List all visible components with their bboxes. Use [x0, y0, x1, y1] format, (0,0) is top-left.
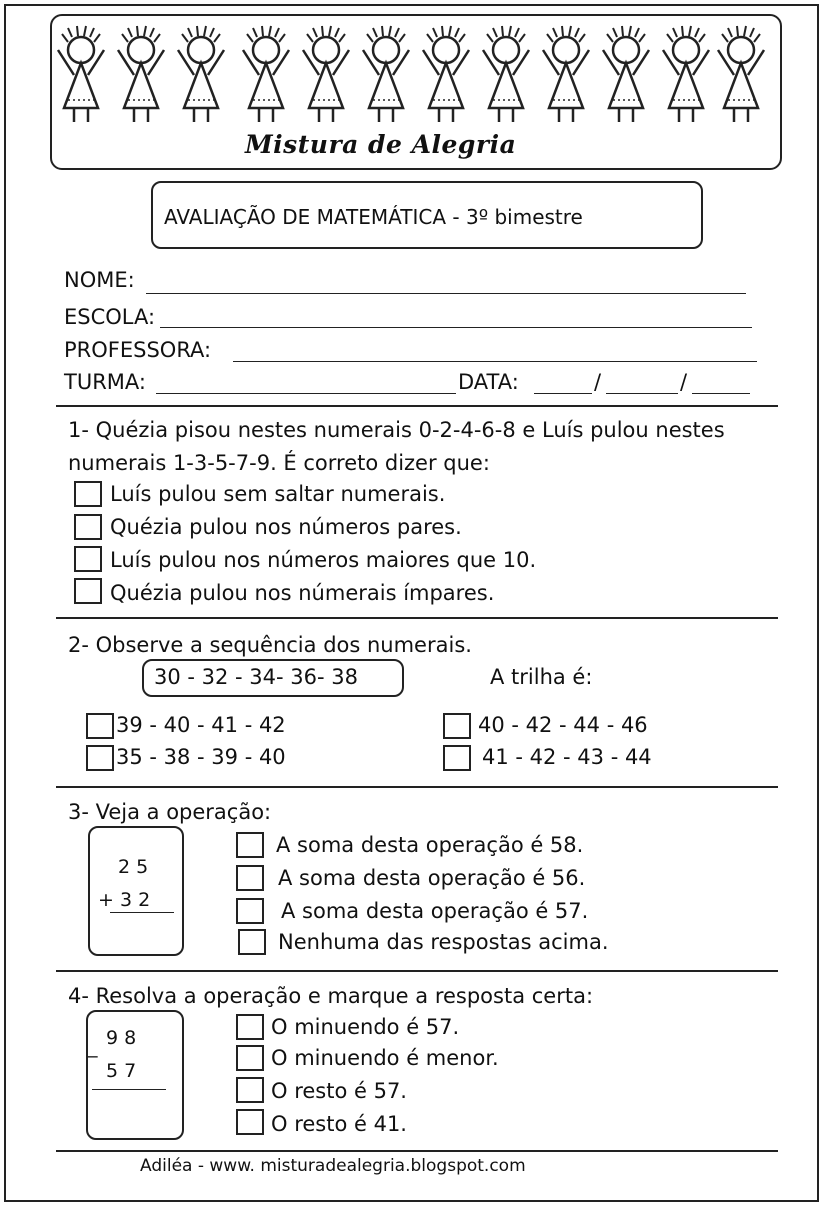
q1-option-3: Luís pulou nos números maiores que 10.	[110, 548, 537, 572]
field-nome-label: NOME:	[64, 268, 135, 292]
q2-option-4-checkbox[interactable]	[443, 745, 471, 771]
exam-title: AVALIAÇÃO DE MATEMÁTICA - 3º bimestre	[164, 205, 583, 229]
date-slash-1: /	[594, 370, 602, 394]
q3-prompt: 3- Veja a operação:	[68, 800, 272, 824]
q3-option-4-checkbox[interactable]	[238, 929, 266, 955]
q4-option-4-checkbox[interactable]	[236, 1109, 264, 1135]
field-turma-line[interactable]	[156, 393, 456, 394]
footer-credit: Adiléa - www. misturadealegria.blogspot.com	[140, 1156, 526, 1176]
q2-option-3-checkbox[interactable]	[86, 745, 114, 771]
q4-option-3: O resto é 57.	[271, 1079, 407, 1103]
divider	[56, 1150, 778, 1152]
q2-option-2: 40 - 42 - 44 - 46	[478, 713, 648, 737]
q4-result-line	[92, 1089, 166, 1090]
q4-option-2-checkbox[interactable]	[236, 1045, 264, 1071]
divider	[56, 405, 778, 407]
q1-option-3-checkbox[interactable]	[74, 546, 102, 572]
q4-minus-sign: _	[88, 1036, 98, 1058]
q2-prompt: 2- Observe a sequência dos numerais.	[68, 633, 472, 657]
q4-option-1: O minuendo é 57.	[271, 1015, 460, 1039]
q4-bottom-number: 5 7	[106, 1060, 137, 1082]
q3-bottom-number: + 3 2	[98, 889, 151, 911]
q3-sum-line	[110, 912, 174, 913]
field-turma-label: TURMA:	[64, 370, 146, 394]
q4-prompt: 4- Resolva a operação e marque a resposta certa:	[68, 984, 594, 1008]
q4-option-3-checkbox[interactable]	[236, 1077, 264, 1103]
q1-option-2-checkbox[interactable]	[74, 514, 102, 540]
q2-trail-label: A trilha é:	[490, 665, 593, 689]
q3-option-1: A soma desta operação é 58.	[276, 833, 584, 857]
q2-sequence: 30 - 32 - 34- 36- 38	[154, 665, 358, 689]
field-data-label: DATA:	[458, 370, 519, 394]
q4-option-4: O resto é 41.	[271, 1112, 407, 1136]
date-slash-2: /	[680, 370, 688, 394]
field-escola-label: ESCOLA:	[64, 305, 156, 329]
q2-option-1: 39 - 40 - 41 - 42	[116, 713, 286, 737]
q1-line2: numerais 1-3-5-7-9. É correto dizer que:	[68, 451, 490, 475]
field-data-day-line[interactable]	[534, 393, 592, 394]
q2-option-1-checkbox[interactable]	[86, 713, 114, 739]
brand-title: Mistura de Alegria	[245, 130, 517, 159]
field-professora-label: PROFESSORA:	[64, 338, 212, 362]
q4-top-number: 9 8	[106, 1027, 137, 1049]
q3-top-number: 2 5	[118, 856, 149, 878]
q1-option-1: Luís pulou sem saltar numerais.	[110, 482, 446, 506]
children-drawing-row	[56, 20, 776, 130]
field-escola-line[interactable]	[160, 327, 752, 328]
q3-option-2: A soma desta operação é 56.	[278, 866, 586, 890]
divider	[56, 970, 778, 972]
divider	[56, 617, 778, 619]
q3-option-1-checkbox[interactable]	[236, 832, 264, 858]
q3-option-4: Nenhuma das respostas acima.	[278, 930, 609, 954]
field-data-year-line[interactable]	[692, 393, 750, 394]
q4-option-2: O minuendo é menor.	[271, 1046, 499, 1070]
field-data-month-line[interactable]	[606, 393, 678, 394]
field-professora-line[interactable]	[233, 361, 757, 362]
q1-option-2: Quézia pulou nos números pares.	[110, 515, 462, 539]
q1-option-4: Quézia pulou nos númerais ímpares.	[110, 581, 495, 605]
q2-option-3: 35 - 38 - 39 - 40	[116, 745, 286, 769]
q1-option-1-checkbox[interactable]	[74, 481, 102, 507]
q3-option-2-checkbox[interactable]	[236, 865, 264, 891]
field-nome-line[interactable]	[146, 293, 746, 294]
q1-option-4-checkbox[interactable]	[74, 578, 102, 604]
q2-option-4: 41 - 42 - 43 - 44	[482, 745, 652, 769]
q3-option-3-checkbox[interactable]	[236, 898, 264, 924]
q2-option-2-checkbox[interactable]	[443, 713, 471, 739]
divider	[56, 786, 778, 788]
q3-option-3: A soma desta operação é 57.	[281, 899, 589, 923]
q4-option-1-checkbox[interactable]	[236, 1014, 264, 1040]
q1-line1: 1- Quézia pisou nestes numerais 0-2-4-6-8 e Luís pulou nestes	[68, 418, 725, 442]
